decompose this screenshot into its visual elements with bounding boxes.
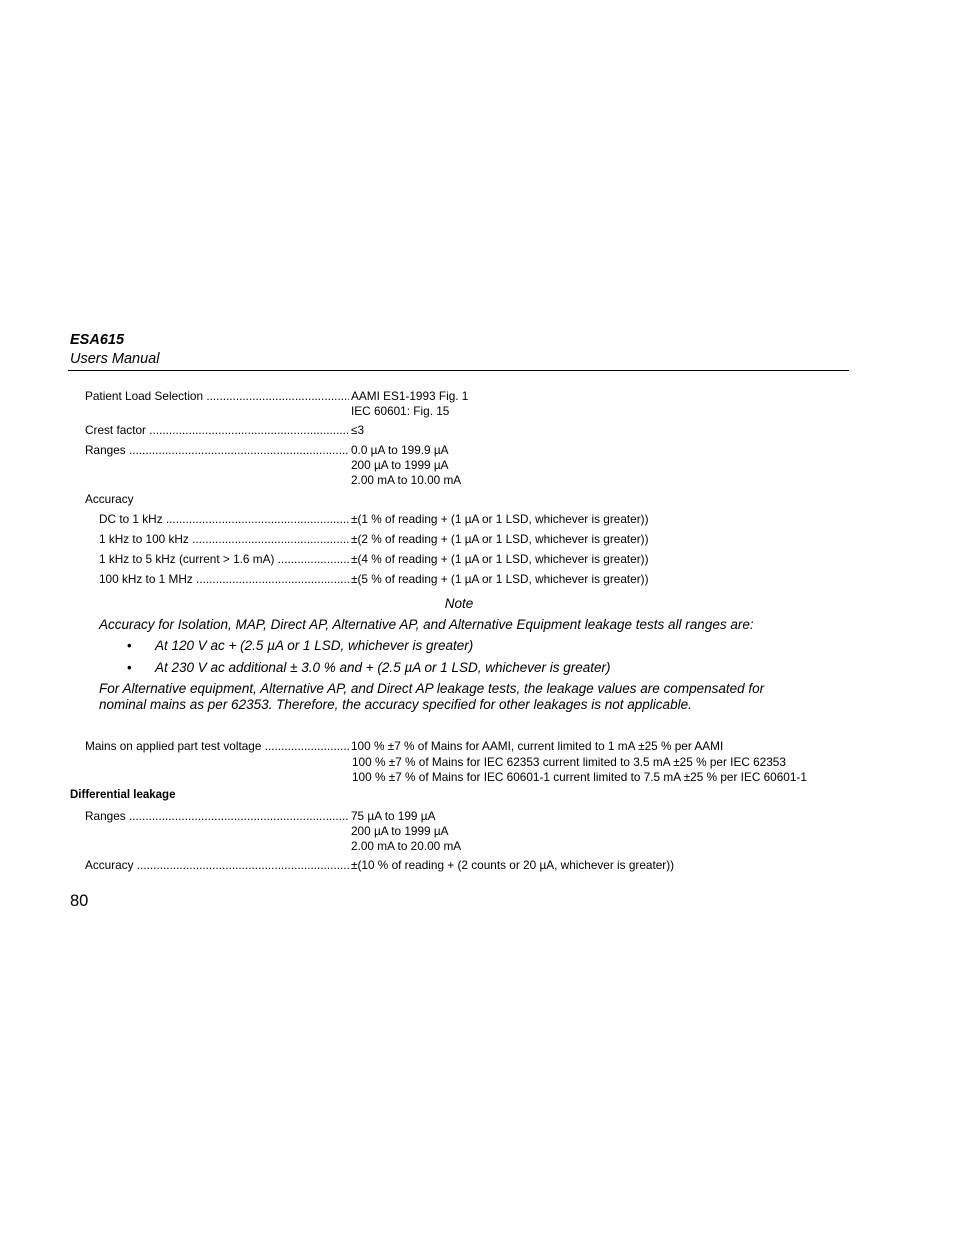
accuracy-label: DC to 1 kHz ..... [99, 512, 349, 527]
note-paragraph-line: For Alternative equipment, Alternative AP, and Direct AP leakage tests, the leakage values are compensated for [99, 681, 765, 696]
note-title: Note [444, 596, 474, 611]
spec-value: ≤3 [351, 423, 365, 437]
note-bullet: At 230 V ac additional ± 3.0 % and + (2.5 µA or 1 LSD, whichever is greater) [155, 660, 611, 675]
spec-label: Accuracy ..... [85, 858, 349, 873]
spec-value: 100 % ±7 % of Mains for AAMI, current limited to 1 mA ±25 % per AAMI [351, 739, 724, 753]
accuracy-value: ±(5 % of reading + (1 µA or 1 LSD, whichever is greater)) [351, 572, 649, 586]
spec-value: 200 µA to 1999 µA [351, 824, 449, 838]
spec-values [351, 443, 461, 488]
note-bullet: At 120 V ac + (2.5 µA or 1 LSD, whichever is greater) [155, 638, 474, 653]
spec-label: Mains on applied part test voltage ..... [85, 739, 349, 755]
spec-values [351, 389, 468, 419]
note-intro: Accuracy for Isolation, MAP, Direct AP, Alternative AP, and Alternative Equipment leakage tests all ranges are: [99, 617, 754, 632]
accuracy-label: 1 kHz to 5 kHz (current > 1.6 mA) ..... [99, 552, 349, 567]
bullet-icon: • [127, 638, 132, 653]
note-paragraph-line: nominal mains as per 62353. Therefore, the accuracy specified for other leakages is not applicable. [99, 697, 692, 712]
spec-values [351, 423, 364, 438]
bullet-icon: • [127, 660, 132, 675]
spec-value: 75 µA to 199 µA [351, 809, 436, 823]
spec-value: 2.00 mA to 20.00 mA [351, 839, 462, 853]
spec-label: Ranges ..... [85, 809, 349, 824]
spec-value: IEC 60601: Fig. 15 [351, 404, 450, 418]
spec-values [351, 809, 461, 854]
spec-value: 100 % ±7 % of Mains for IEC 60601-1 current limited to 7.5 mA ±25 % per IEC 60601-1 [352, 770, 807, 784]
section-heading: Differential leakage [70, 789, 176, 801]
accuracy-value: ±(1 % of reading + (1 µA or 1 LSD, whichever is greater)) [351, 512, 649, 526]
spec-value: 2.00 mA to 10.00 mA [351, 473, 462, 487]
accuracy-value: ±(2 % of reading + (1 µA or 1 LSD, whichever is greater)) [351, 532, 649, 546]
page-number: 80 [70, 892, 89, 910]
spec-value: AAMI ES1-1993 Fig. 1 [351, 389, 469, 403]
spec-label: Patient Load Selection ..... [85, 389, 349, 404]
spec-values [351, 739, 807, 786]
header-model: ESA615 [70, 332, 125, 348]
spec-value: 100 % ±7 % of Mains for IEC 62353 current limited to 3.5 mA ±25 % per IEC 62353 [352, 754, 786, 769]
accuracy-heading: Accuracy [85, 492, 134, 506]
spec-value: ±(10 % of reading + (2 counts or 20 µA, whichever is greater)) [351, 858, 675, 872]
spec-value: 0.0 µA to 199.9 µA [351, 443, 449, 457]
header-manual-title: Users Manual [70, 351, 160, 367]
accuracy-label: 1 kHz to 100 kHz ..... [99, 532, 349, 547]
accuracy-value: ±(4 % of reading + (1 µA or 1 LSD, whichever is greater)) [351, 552, 649, 566]
header-divider [68, 370, 849, 371]
spec-label: Ranges ..... [85, 443, 349, 458]
spec-label: Crest factor ..... [85, 423, 349, 438]
spec-value: 200 µA to 1999 µA [351, 458, 449, 472]
accuracy-label: 100 kHz to 1 MHz ..... [99, 572, 349, 587]
